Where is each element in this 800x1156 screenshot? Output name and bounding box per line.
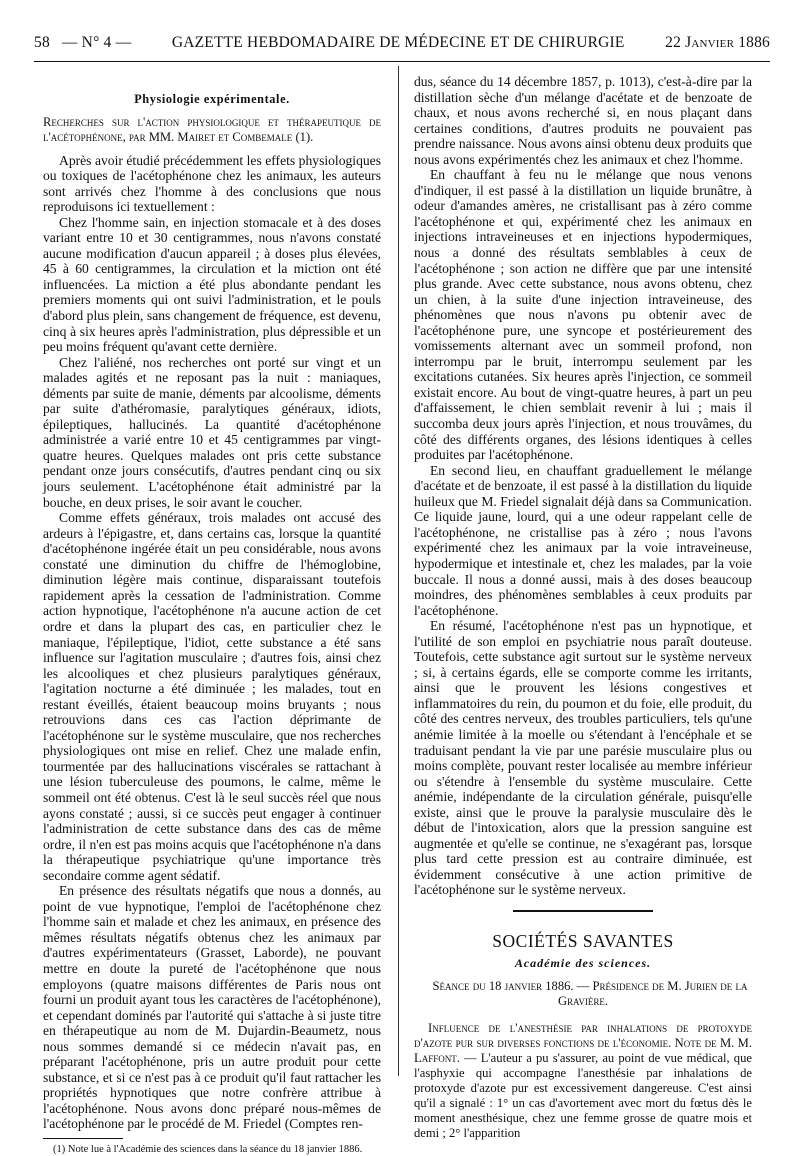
paragraph: En présence des résultats négatifs que nous a donnés, au point de vue hypnotique, l'emploi de l'acétophénone chez l'homme sain et malade et chez les animaux, en présence des mêmes résultats négatifs obtenus chez les animaux par d'autres expérimentateurs (Grasset, Laborde), ne pouvant mettre en doute la pureté de l'acétophénone que nous employons (quatre maisons différentes de Paris nous ont fourni un produit ayant tous les caractères de l'acétophénone), et cependant dominés par l'autorité qui s'attache à si juste titre en thérapeutique au nom de M. Dujardin-Beaumetz, nous nous sommes demandé si ce médecin n'avait pas, en préparant l'acétophénone, pris un autre produit pour cette substance, et si ce n'est pas à ce produit qu'il faut rattacher les propriétés hypnotiques que notre confrère attribue à l'acétophénone. Nous avons donc préparé nous-mêmes de l'acétophénone par le procédé de M. Friedel (Comptes ren- xyxy=(43,883,381,1132)
issue-date: 22 Janvier 1886 xyxy=(665,34,770,51)
paragraph: Comme effets généraux, trois malades ont accusé des ardeurs à l'épigastre, et, dans certains cas, lorsque la quantité d'acétophénone ingérée était un peu considérable, nous avons constaté une diminution du chiffre de l'hémoglobine, diminution légère mais continue, disparaissant toutefois rapidement après la cessation de l'administration. Comme action hypnotique, l'acétophénone n'a aucune action de cet ordre et dans la plupart des cas, en particulier chez le maniaque, l'épileptique, l'idiot, cette substance a été sans influence sur l'agitation musculaire ; d'autres fois, ainsi chez les alcooliques et chez plusieurs paralytiques généraux, l'agitation nocturne a été diminuée ; les malades, tout en restant éveillés, étaient beaucoup moins bruyants ; nous retrouvions dans ces cas l'action déprimante de l'acétophénone sur le système musculaire, que nos recherches physiologiques ont mise en relief. Chez une malade enfin, tourmentée par des hallucinations viscérales se rattachant à une lésion tuberculeuse des poumons, le calme, même le sommeil ont été obtenus. C'est là le seul succès réel que nous ayons constaté ; aussi, si ce succès peut engager à continuer l'administration de cette substance dans des cas de même ordre, il n'en est pas moins acquis que l'acétophénone n'a dans la thérapeutique psychiatrique qu'une importance très secondaire comme agent sédatif. xyxy=(43,510,381,883)
right-column xyxy=(414,74,752,1141)
page-number: 58 xyxy=(34,34,50,51)
paragraph: dus, séance du 14 décembre 1857, p. 1013), c'est-à-dire par la distillation sèche d'un mélange d'acétate et de benzoate de chaux, et nous avons recherché si, en nous plaçant dans certaines conditions, d'autres produits ne pouvaient pas prendre naissance. Nous avons ainsi obtenu deux produits que nous avons expérimentés chez les animaux et chez l'homme. xyxy=(414,74,752,167)
header-rule xyxy=(34,61,770,62)
footnote-rule xyxy=(43,1138,123,1139)
running-head-left xyxy=(34,34,131,52)
paragraph: Chez l'aliéné, nos recherches ont porté sur vingt et un malades agités et ne reposant pas la nuit : maniaques, déments par suite de manie, déments par alcoolisme, déments par suite d'athéromasie, paralytiques généraux, idiots, épileptiques, hallucinés. La quantité d'acétophénone administrée a varié entre 10 et 45 centigrammes par vingt-quatre heures. Quelques malades ont pris cette substance pendant onze jours consécutifs, d'autres pendant cinq ou six jours seulement. L'acétophénone était administré par la bouche, en deux prises, le soir avant le coucher. xyxy=(43,354,381,510)
section-title: SOCIÉTÉS SAVANTES xyxy=(492,930,674,951)
communication-body: — L'auteur a pu s'assurer, au point de vue médical, que l'asphyxie qui accompagne l'anesthésie par inhalations de protoxyde d'azote pur est excessivement dangereuse. C'est ainsi qu'il a signalé : 1° un cas d'avortement avec mort du fœtus dès le moment anesthésique, chez une femme grosse de quatre mois et demi ; 2° l'apparition xyxy=(414,1051,752,1141)
footnote: (1) Note lue à l'Académie des sciences dans la séance du 18 janvier 1886. xyxy=(53,1144,363,1155)
rubric-heading: Physiologie expérimentale. xyxy=(134,92,290,106)
communication-paragraph xyxy=(414,1021,752,1141)
seance-line: Séance du 18 janvier 1886. — Présidence de M. Jurien de la Gravière. xyxy=(432,979,748,1009)
column-divider xyxy=(398,66,399,1076)
journal-title: GAZETTE HEBDOMADAIRE DE MÉDECINE ET DE CHIRURGIE xyxy=(171,34,625,51)
paragraph: En second lieu, en chauffant graduellement le mélange d'acétate et de benzoate, il est passé à la distillation du liquide huileux que M. Friedel signalait déjà dans sa Communication. Ce liquide jaune, lourd, qui a une odeur rappelant celle de l'acétophénone, ne cristallise pas à zéro ; nous l'avons expérimenté chez les animaux par la voie intraveineuse, hypodermique et intestinale et, chez les malades, par la voie buccale. Il nous a donné aussi, mais à des doses beaucoup moindres, des phénomènes semblables à ceux produits par l'acétophénone. xyxy=(414,462,752,618)
paragraph: Chez l'homme sain, en injection stomacale et à des doses variant entre 10 et 30 centigrammes, nous n'avons constaté aucune modification d'aucun appareil ; à doses plus élevées, 45 à 60 centigrammes, la circulation et la miction ont été influencées. La miction a été plus abondante pendant les premiers moments qui ont suivi l'administration, et le pouls d'abord plus plein, sans changement de fréquence, est devenu, cinq à six heures après l'administration, plus dépressible et un peu moins fréquent qu'avant cette dernière. xyxy=(43,214,381,355)
running-head xyxy=(34,34,770,58)
paragraph: En chauffant à feu nu le mélange que nous venons d'indiquer, il est passé à la distillation un liquide brunâtre, à odeur d'amandes amères, ne cristallisant pas à zéro comme l'acétophénone et qui, expérimenté chez les animaux en injections intraveineuses et en injections hypodermiques, nous a donné des résultats semblables à ceux de l'acétophénone ; son action ne diffère que par une intensité plus grande. Avec cette substance, nous avons obtenu, chez un chien, à la suite d'une injection intraveineuse, des phénomènes que nous n'avons pu obtenir avec de l'acétophénone pure, une syncope et postérieurement des vomissements alternant avec un sommeil profond, non interrompu par le bruit, interrompu seulement par les excitations cutanées. Six heures après l'injection, ce sommeil existait encore. Au bout de vingt-quatre heures, à part un peu d'affaissement, le chien semblait revenir à lui ; mais il succomba deux jours après l'injection, et nous trouvâmes, du côté des différents organes, des lésions identiques à celles produites par l'acétophénone. xyxy=(414,167,752,463)
issue-number: — N° 4 — xyxy=(61,34,132,51)
section-separator xyxy=(513,910,653,912)
left-column xyxy=(43,70,381,1155)
paragraph: En résumé, l'acétophénone n'est pas un hypnotique, et l'utilité de son emploi en psychiatrie nous paraît douteuse. Toutefois, cette substance agit surtout sur le système nerveux ; si, à certains égards, elle se comporte comme les irritants, ainsi que le prouvent les lésions congestives et inflammatoires du rein, du poumon et du foie, elle produit, du côté des centres nerveux, des troubles particuliers, tels qu'une anémie limitée à la moelle ou s'étendant à l'encéphale et se traduisant pendant la vie par une parésie musculaire plus ou moins complète, pouvant rester localisée au membre inférieur ou s'étendre à l'ensemble du système musculaire. Cette anémie, indépendante de la circulation générale, puisqu'elle existe, ainsi que le prouve la paralysie musculaire dès le début de l'intoxication, alors que la pression sanguine est augmentée et qu'elle se continue, ne s'exagérant pas, lorsque plus tard cette pression est au contraire diminuée, est évidemment consécutive à une action primitive de l'acétophénone sur le système nerveux. xyxy=(414,618,752,898)
article-title: Recherches sur l'action physiologique et thérapeutique de l'acétophénone, par MM. Mairet et Combemale (1). xyxy=(43,114,381,144)
sub-title: Académie des sciences. xyxy=(514,955,652,970)
communication-title: Influence de l'anesthésie par inhalations de protoxyde d'azote pur sur diverses fonctions de l'économie. Note de M. M. Laffont. xyxy=(414,1021,752,1066)
paragraph: Après avoir étudié précédemment les effets physiologiques ou toxiques de l'acétophénone chez les animaux, les auteurs sont arrivés chez l'homme à des conclusions que nous reproduisons ici textuellement : xyxy=(43,152,381,215)
